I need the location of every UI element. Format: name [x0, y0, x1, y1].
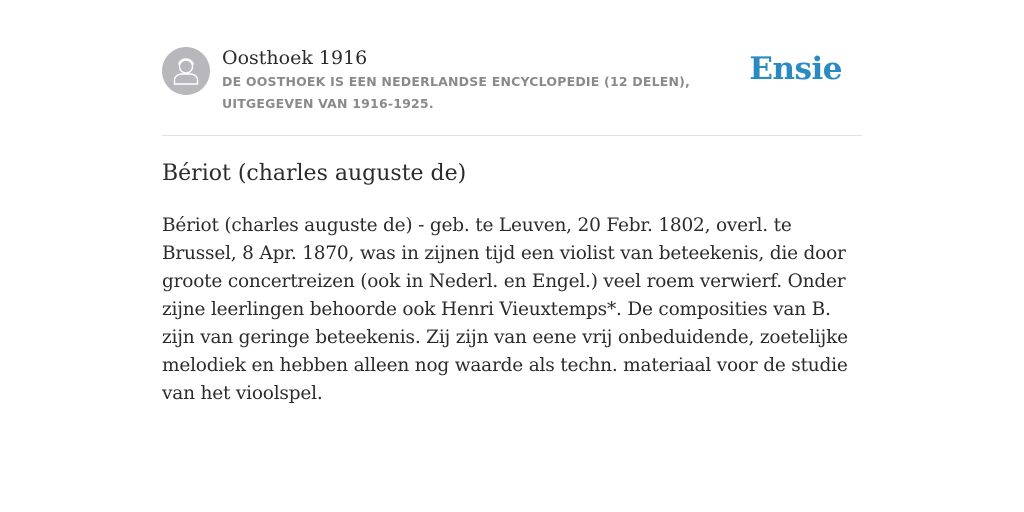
source-title[interactable]: Oosthoek 1916 — [222, 47, 368, 69]
source-header — [162, 0, 862, 136]
source-info — [222, 46, 762, 115]
entry-title: Bériot (charles auguste de) — [162, 161, 467, 186]
brand-logo[interactable]: Ensie — [749, 51, 842, 87]
source-description: DE OOSTHOEK IS EEN NEDERLANDSE ENCYCLOPEDIE (12 DELEN), UITGEGEVEN VAN 1916-1925. — [222, 74, 691, 111]
page-container — [162, 0, 862, 404]
user-icon — [162, 47, 210, 95]
entry-body: Bériot (charles auguste de) - geb. te Leuven, 20 Febr. 1802, overl. te Brussel, 8 Apr. 1870, was in zijnen tijd een violist van beteekenis, die door groote concertreizen (ook in Nederl. en Engel.) veel roem verwierf. Onder zijne leerlingen behoorde ook Henri Vieuxtemps*. De composities van B. zijn van geringe beteekenis. Zij zijn van eene vrij onbeduidende, zoetelijke melodiek en hebben alleen nog waarde als techn. materiaal voor de studie van het vioolspel. — [162, 215, 848, 404]
source-avatar[interactable] — [162, 47, 210, 95]
